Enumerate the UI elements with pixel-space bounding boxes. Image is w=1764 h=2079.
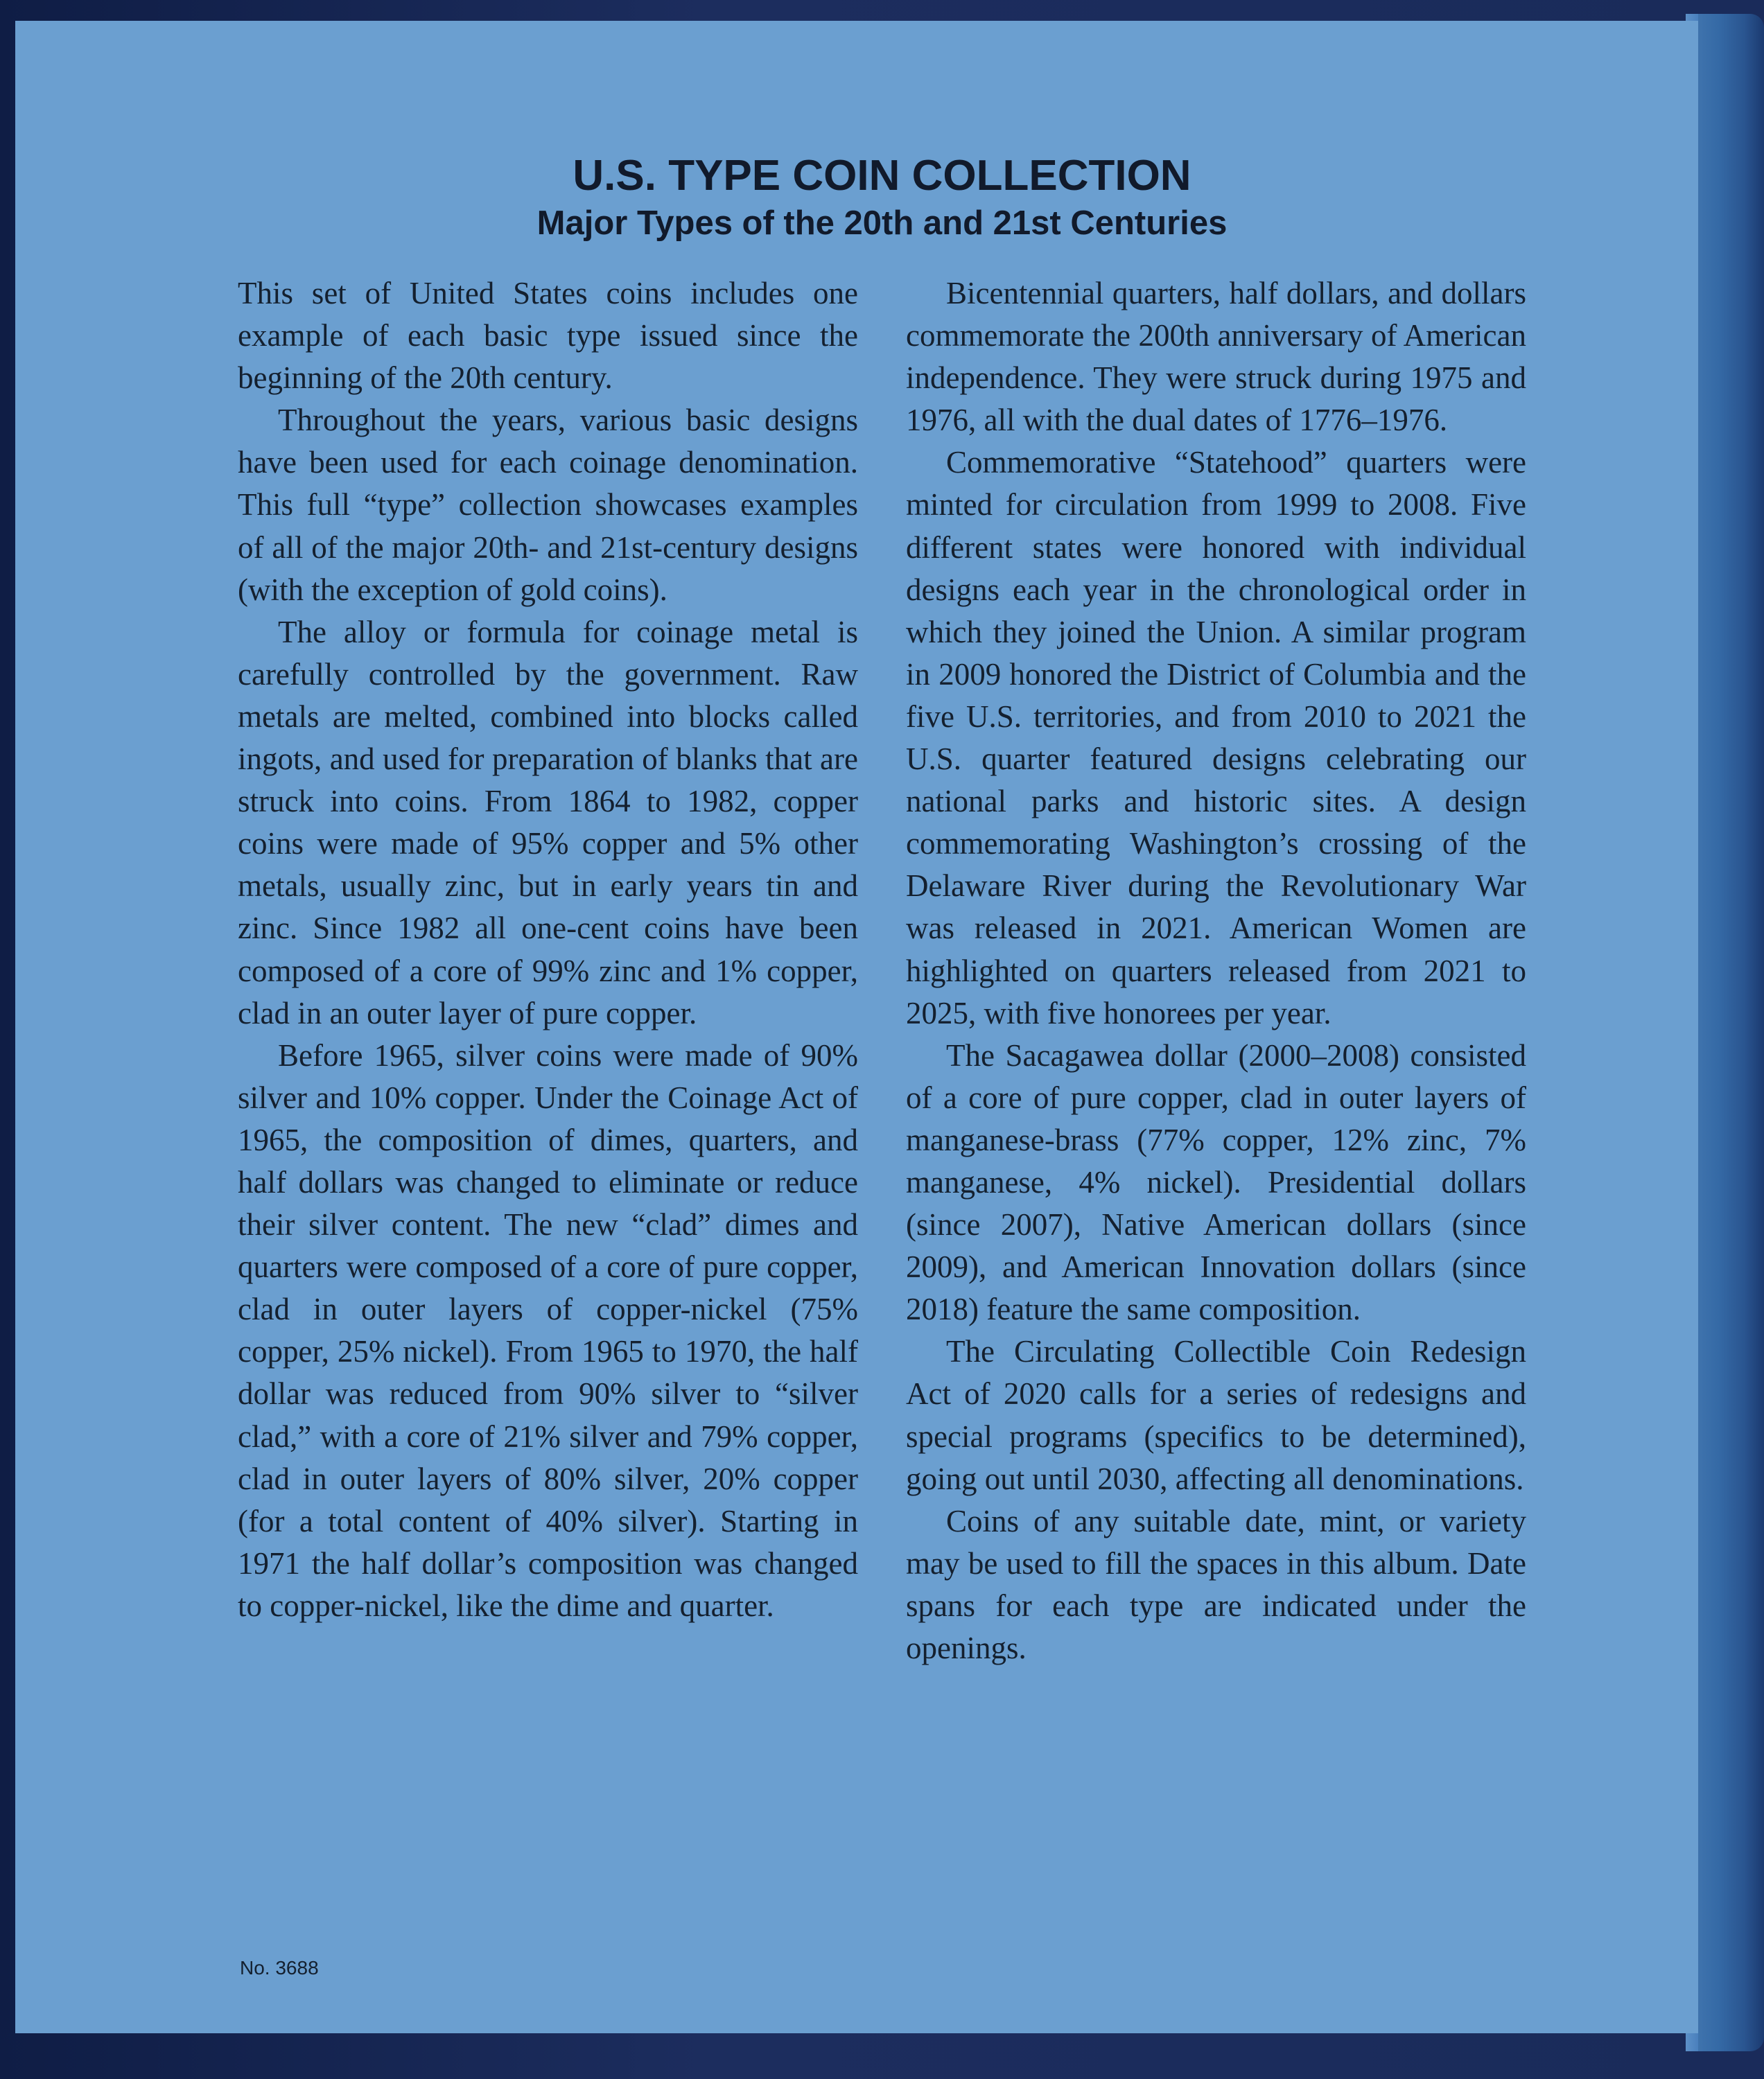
album-spine [1698,14,1764,2051]
page-title: U.S. TYPE COIN COLLECTION [573,152,1191,200]
left-paragraph-1: This set of United States coins includes one example of each basic type issued since the beginning of the 20th century. [238,276,858,396]
page-subtitle: Major Types of the 20th and 21st Centuries [536,204,1228,242]
left-paragraph-4: Before 1965, silver coins were made of 90% silver and 10% copper. Under the Coinage Act of 1965, the composition of dimes, quarters, and half dollars was changed to eliminate or reduce their silver content. The new “clad” dimes and quarters were composed of a core of pure copper, clad in outer layers of copper-nickel (75% copper, 25% nickel). From 1965 to 1970, the half dollar was reduced from 90% silver to “silver clad,” with a core of 21% silver and 79% copper, clad in outer layers of 80% silver, 20% copper (for a total content of 40% silver). Starting in 1971 the half dollar’s composition was changed to copper-nickel, like the dime and quarter. [238,1037,858,1623]
catalog-number: No. 3688 [240,1957,319,1979]
right-paragraph-3: The Sacagawea dollar (2000–2008) consisted of a core of pure copper, clad in outer layers of manganese-brass (77% copper, 12% zinc, 7% manganese, 4% nickel). Presidential dollars (since 2007), Native American dollars (since 2009), and American Innovation dollars (since 2018) feature the same composition. [906,1037,1526,1327]
left-paragraph-3: The alloy or formula for coinage metal is carefully controlled by the government. Raw metals are melted, combined into blocks called ingots, and used for preparation of blanks that are struck into coins. From 1864 to 1982, copper coins were made of 95% copper and 5% other metals, usually zinc, but in early years tin and zinc. Since 1982 all one-cent coins have been composed of a core of 99% zinc and 1% copper, clad in an outer layer of pure copper. [238,614,858,1030]
left-paragraph-2: Throughout the years, various basic designs have been used for each coinage denomination. This full “type” collection showcases examples of all of the major 20th- and 21st-century designs (with the exception of gold coins). [238,403,858,607]
right-paragraph-1: Bicentennial quarters, half dollars, and dollars commemorate the 200th anniversary of American independence. They were struck during 1975 and 1976, all with the dual dates of 1776–1976. [906,276,1526,438]
right-paragraph-4: The Circulating Collectible Coin Redesign Act of 2020 calls for a series of redesigns and special programs (specifics to be determined), going out until 2030, affecting all denominations. [906,1334,1526,1496]
left-column [238,272,858,1627]
right-paragraph-2: Commemorative “Statehood” quarters were minted for circulation from 1999 to 2008. Five different states were honored with individual designs each year in the chronological order in which they joined the Union. A similar program in 2009 honored the District of Columbia and the five U.S. territories, and from 2010 to 2021 the U.S. quarter featured designs celebrating our national parks and historic sites. A design commemorating Washington’s crossing of the Delaware River during the Revolutionary War was released in 2021. American Women are highlighted on quarters released from 2021 to 2025, with five honorees per year. [906,445,1526,1030]
right-paragraph-5: Coins of any suitable date, mint, or variety may be used to fill the spaces in this album. Date spans for each type are indicated under the openings. [906,1503,1526,1665]
right-column [906,272,1526,1669]
